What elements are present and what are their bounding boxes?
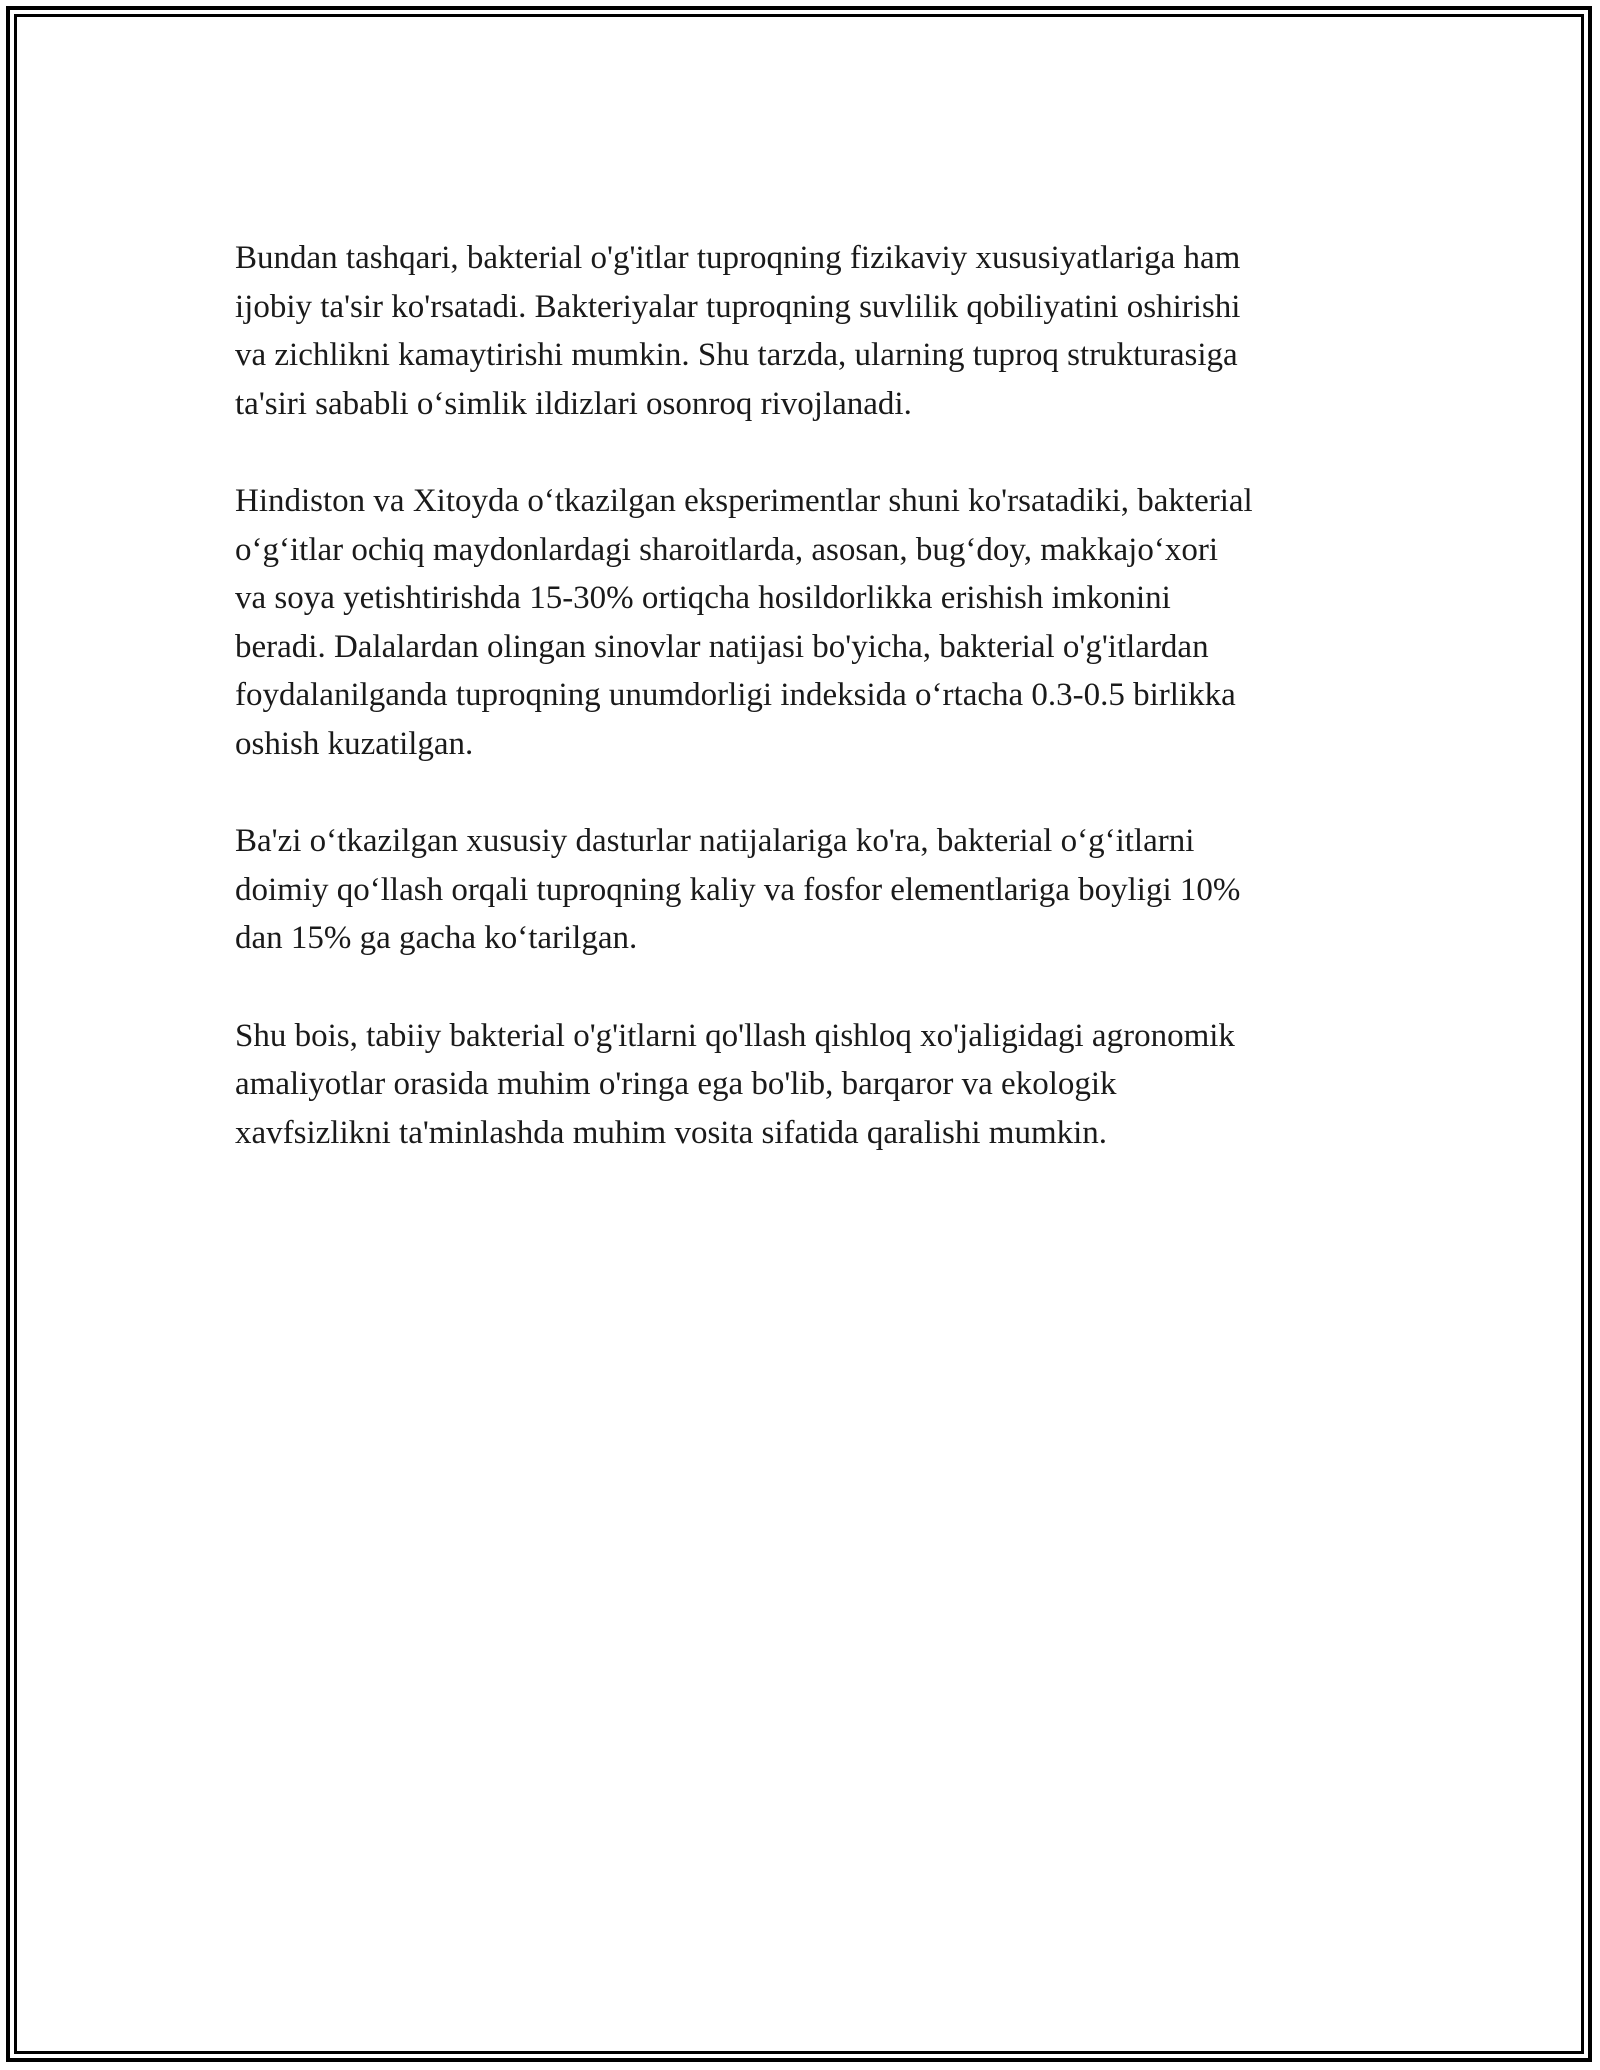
- paragraph-line: ta'siri sababli o‘simlik ildizlari osonroq rivojlanadi.: [235, 385, 912, 422]
- paragraph-line: amaliyotlar orasida muhim o'ringa ega bo'lib, barqaror va ekologik: [235, 1066, 1117, 1103]
- paragraph-line: Bundan tashqari, bakterial o'g'itlar tuproqning fizikaviy xususiyatlariga ham: [235, 240, 1241, 276]
- paragraph-4: [235, 1012, 1375, 1158]
- paragraph-line: Shu bois, tabiiy bakterial o'g'itlarni qo'llash qishloq xo'jaligidagi agronomik: [235, 1017, 1235, 1054]
- paragraph-line: ijobiy ta'sir ko'rsatadi. Bakteriyalar tuproqning suvlilik qobiliyatini oshirishi: [235, 288, 1241, 325]
- paragraph-line: beradi. Dalalardan olingan sinovlar natijasi bo'yicha, bakterial o'g'itlardan: [235, 628, 1209, 665]
- paragraph-line: oshish kuzatilgan.: [235, 725, 474, 762]
- document-body: [235, 234, 1375, 1206]
- paragraph-line: va soya yetishtirishda 15-30% ortiqcha hosildorlikka erishish imkonini: [235, 580, 1171, 617]
- paragraph-line: o‘g‘itlar ochiq maydonlardagi sharoitlarda, asosan, bug‘doy, makkajo‘xori: [235, 531, 1218, 568]
- paragraph-line: va zichlikni kamaytirishi mumkin. Shu tarzda, ularning tuproq strukturasiga: [235, 337, 1238, 374]
- paragraph-line: doimiy qo‘llash orqali tuproqning kaliy va fosfor elementlariga boyligi 10%: [235, 871, 1241, 908]
- paragraph-line: xavfsizlikni ta'minlashda muhim vosita sifatida qaralishi mumkin.: [235, 1114, 1108, 1151]
- paragraph-1: [235, 234, 1375, 428]
- paragraph-line: Hindiston va Xitoyda o‘tkazilgan eksperimentlar shuni ko'rsatadiki, bakterial: [235, 482, 1253, 519]
- paragraph-line: dan 15% ga gacha ko‘tarilgan.: [235, 920, 638, 957]
- paragraph-line: Ba'zi o‘tkazilgan xususiy dasturlar natijalariga ko'ra, bakterial o‘g‘itlarni: [235, 823, 1195, 860]
- paragraph-2: [235, 477, 1375, 769]
- paragraph-3: [235, 817, 1375, 963]
- paragraph-line: foydalanilganda tuproqning unumdorligi indeksida o‘rtacha 0.3-0.5 birlikka: [235, 677, 1236, 714]
